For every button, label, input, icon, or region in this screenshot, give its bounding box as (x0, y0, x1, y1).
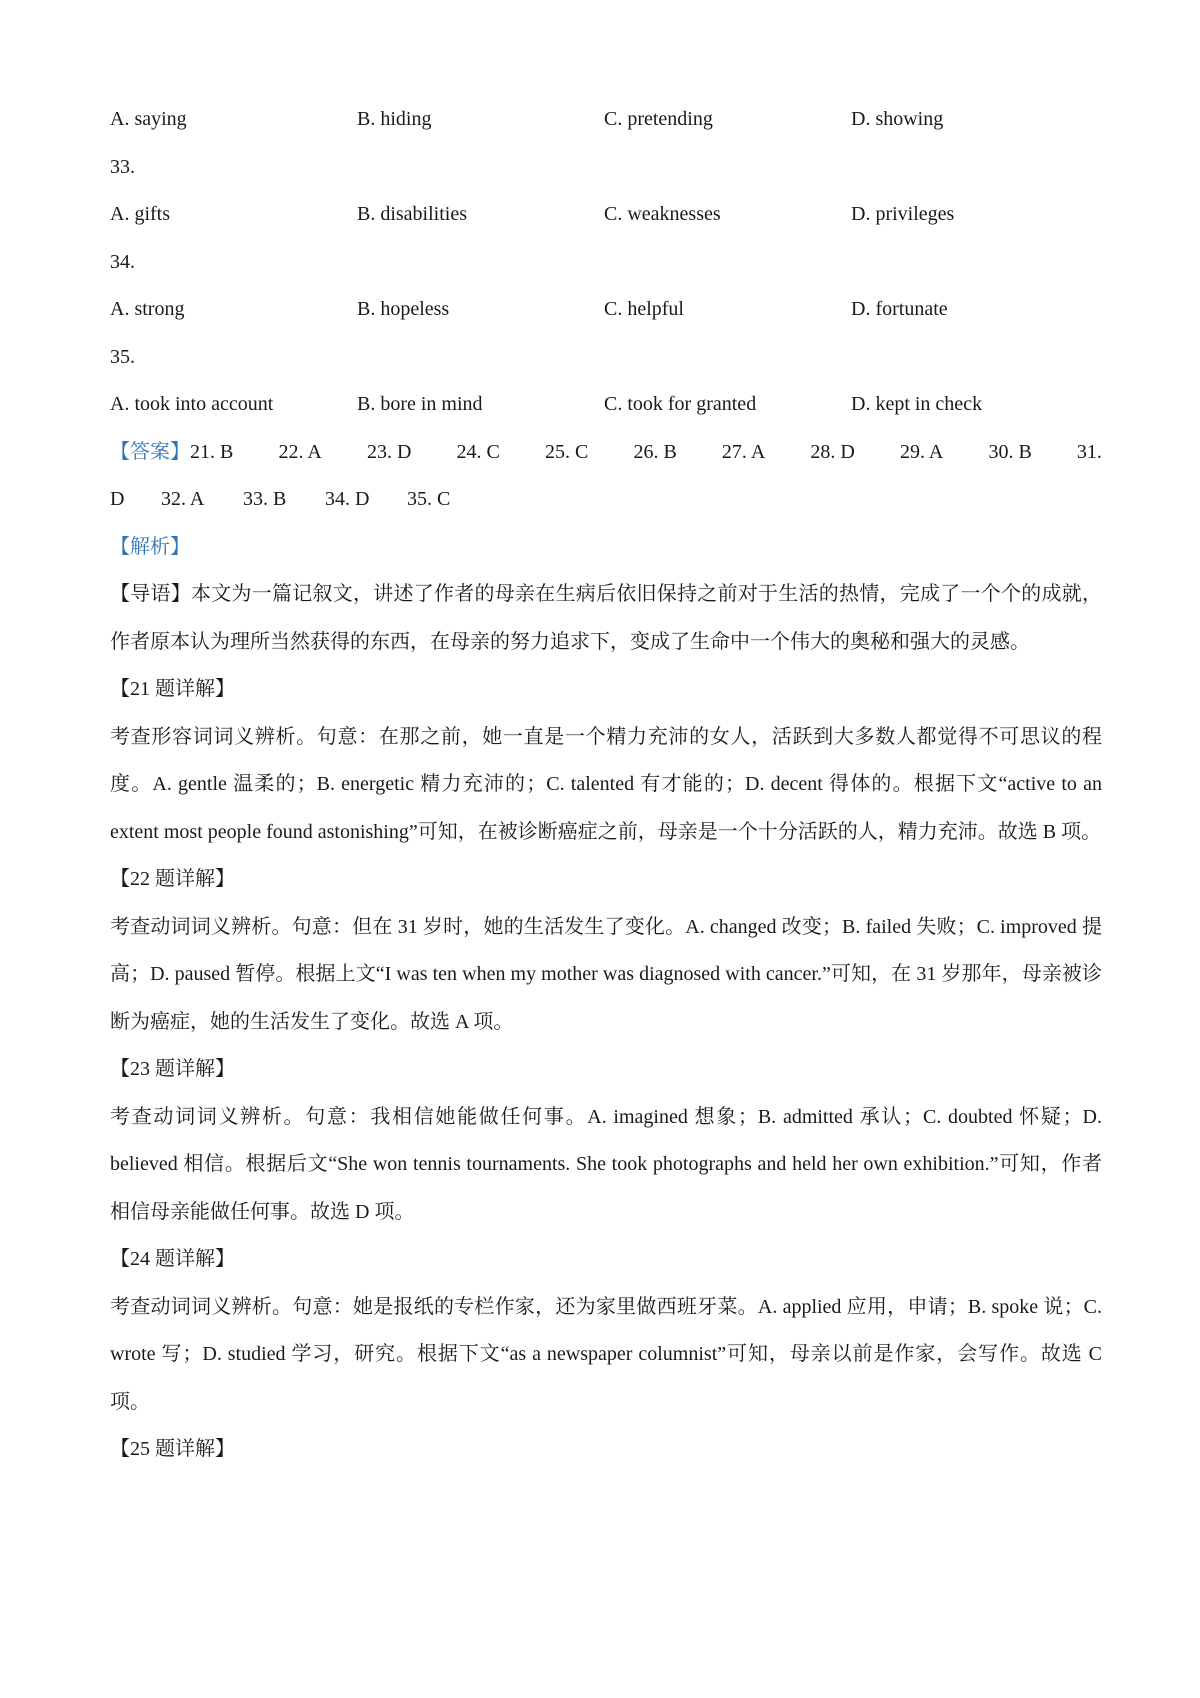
options-row-q32 (110, 96, 1102, 144)
intro-paragraph: 【导语】本文为一篇记叙文，讲述了作者的母亲在生病后依旧保持之前对于生活的热情，完成了一个个的成就，作者原本认为理所当然获得的东西，在母亲的努力追求下，变成了生命中一个伟大的奥秘和强大的灵感。 (110, 583, 1102, 653)
option-c: C. weaknesses (604, 203, 721, 225)
answer-item: 35. C (407, 488, 451, 510)
answer-item: 30. B (988, 440, 1032, 463)
answer-item: 25. C (544, 440, 589, 463)
answer-item: 33. B (243, 488, 287, 510)
detail-heading-24: 【24 题详解】 (110, 1248, 235, 1270)
analysis-label: 【解析】 (110, 535, 190, 558)
detail-text-22: 考查动词词义辨析。句意：但在 31 岁时，她的生活发生了变化。A. changed 改变；B. failed 失败；C. improved 提高；D. paused 暂停。根据上文“I was ten when my mother was diagnosed with cancer.”可知，在 31 岁那年，母亲被诊断为癌症，她的生活发生了变化。故选 A 项。 (110, 915, 1102, 1033)
answer-item: 24. C (456, 440, 500, 463)
option-c: C. pretending (604, 108, 713, 130)
option-c: C. took for granted (604, 393, 757, 415)
answer-item: 23. D (366, 440, 412, 463)
options-row-q35 (110, 381, 1102, 429)
option-c: C. helpful (604, 298, 684, 320)
detail-heading-21: 【21 题详解】 (110, 678, 235, 700)
answer-item: 27. A (721, 440, 766, 463)
question-number-33: 33. (110, 155, 135, 178)
option-b: B. disabilities (357, 203, 467, 225)
answer-key-line-1 (110, 429, 1102, 477)
options-row-q33 (110, 191, 1102, 239)
option-b: B. bore in mind (357, 393, 483, 415)
answer-label (110, 429, 233, 477)
option-a: A. strong (110, 298, 185, 320)
answer-item: 31. (1076, 440, 1102, 463)
document-content (110, 96, 1102, 1474)
option-d: D. privileges (851, 203, 955, 225)
answer-key-group (110, 429, 1102, 477)
answer-item: 32. A (161, 488, 205, 510)
option-b: B. hopeless (357, 298, 450, 320)
answer-item: 34. D (325, 488, 370, 510)
detail-text-23: 考查动词词义辨析。句意：我相信她能做任何事。A. imagined 想象；B. admitted 承认；C. doubted 怀疑；D. believed 相信。根据后文“She won tennis tournaments. She took photographs and held her own exhibition.”可知，作者相信母亲能做任何事。故选 D 项。 (110, 1105, 1102, 1223)
option-d: D. showing (851, 108, 944, 130)
answer-item: D (110, 488, 125, 510)
question-number-35: 35. (110, 345, 135, 368)
answer-item: 21. B (190, 440, 234, 463)
answer-label-text: 【答案】 (110, 440, 190, 463)
answer-key-line-2 (110, 476, 1102, 524)
detail-heading-22: 【22 题详解】 (110, 868, 235, 890)
answer-item: 26. B (633, 440, 677, 463)
detail-heading-23: 【23 题详解】 (110, 1058, 235, 1080)
answer-item: 29. A (899, 440, 944, 463)
option-d: D. fortunate (851, 298, 948, 320)
options-row-q34 (110, 286, 1102, 334)
answer-item: 22. A (278, 440, 322, 463)
option-b: B. hiding (357, 108, 432, 130)
detail-heading-25: 【25 题详解】 (110, 1438, 235, 1460)
question-number-34: 34. (110, 250, 135, 273)
option-a: A. saying (110, 108, 187, 130)
option-a: A. took into account (110, 393, 274, 415)
answer-item: 28. D (810, 440, 855, 463)
detail-text-21: 考查形容词词义辨析。句意：在那之前，她一直是一个精力充沛的女人，活跃到大多数人都觉得不可思议的程度。A. gentle 温柔的；B. energetic 精力充沛的；C. talented 有才能的；D. decent 得体的。根据下文“active to an extent most people found astonishing”可知，在被诊断癌症之前，母亲是一个十分活跃的人，精力充沛。故选 B 项。 (110, 725, 1102, 843)
detail-text-24: 考查动词词义辨析。句意：她是报纸的专栏作家，还为家里做西班牙菜。A. applied 应用，申请；B. spoke 说；C. wrote 写；D. studied 学习，研究。根据下文“as a newspaper columnist”可知，母亲以前是作家，会写作。故选 C 项。 (110, 1295, 1102, 1413)
option-d: D. kept in check (851, 393, 983, 415)
option-a: A. gifts (110, 203, 170, 225)
